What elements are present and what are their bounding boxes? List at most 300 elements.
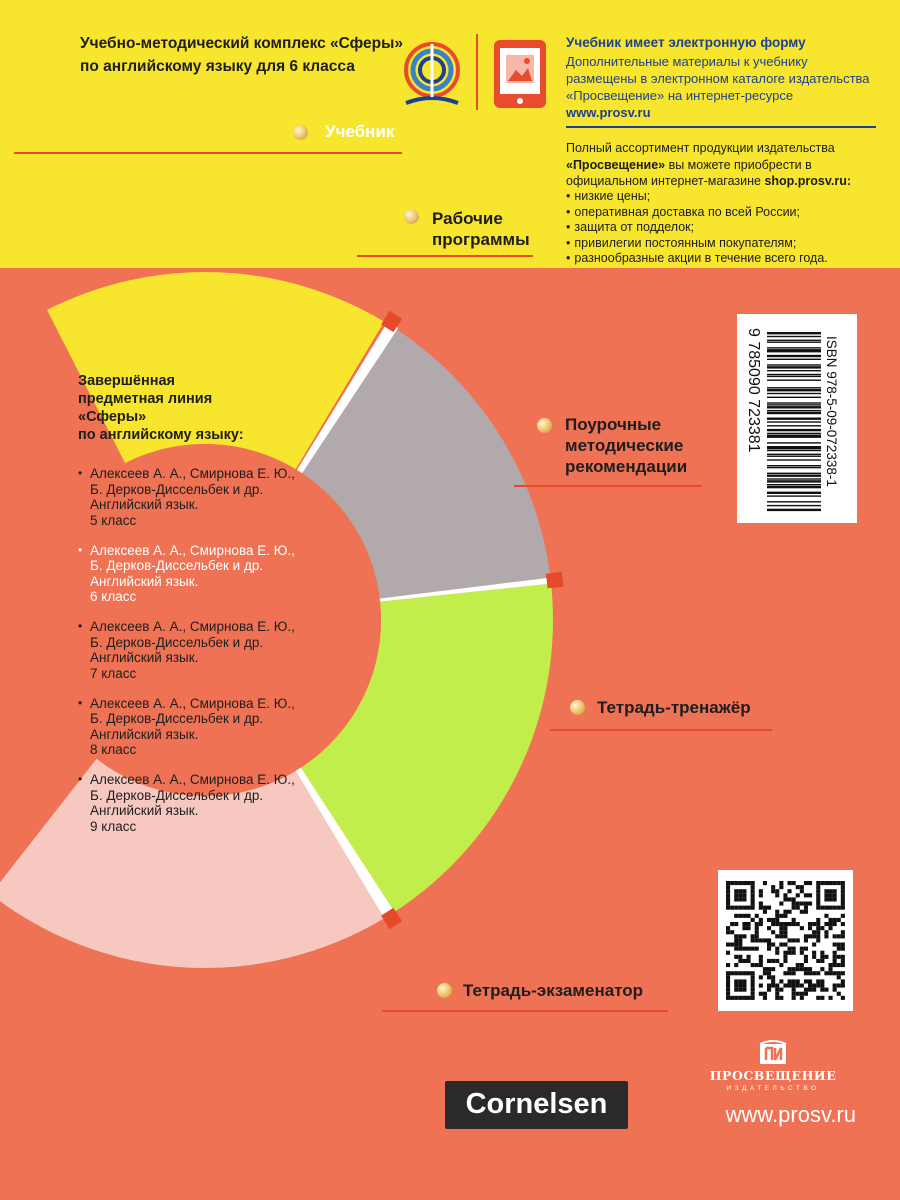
qr-module (792, 947, 796, 951)
component-underline (514, 485, 702, 487)
publisher-subtitle: ИЗДАТЕЛЬСТВО (726, 1085, 820, 1092)
qr-module (775, 988, 779, 992)
book-coauthors: Б. Дерков-Диссельбек и др. (90, 558, 264, 573)
series-title-line: предметная линия (78, 391, 213, 407)
qr-module (820, 959, 824, 963)
component-exam-book: Тетрадь-экзаменатор (463, 981, 644, 1000)
qr-module (788, 984, 792, 988)
qr-module (841, 943, 845, 947)
qr-code-panel (718, 870, 853, 1011)
qr-module (767, 971, 771, 975)
book-grade: 6 класс (90, 589, 137, 604)
qr-module (734, 906, 738, 910)
qr-module (779, 902, 783, 906)
qr-module (816, 984, 820, 988)
qr-module (812, 971, 816, 975)
qr-module (747, 926, 751, 930)
qr-module (759, 893, 763, 897)
qr-module (820, 979, 824, 983)
qr-module (738, 943, 742, 947)
qr-module (816, 926, 820, 930)
prosveshchenie-logo-icon (758, 1040, 788, 1066)
qr-module (829, 881, 833, 885)
qr-module (792, 902, 796, 906)
qr-module (751, 885, 755, 889)
qr-module (792, 979, 796, 983)
cornelsen-logo: Cornelsen (445, 1081, 628, 1129)
qr-module (837, 947, 841, 951)
qr-module (829, 922, 833, 926)
qr-module (763, 967, 767, 971)
qr-module (771, 979, 775, 983)
qr-module (747, 971, 751, 975)
qr-module (812, 984, 816, 988)
qr-module (726, 979, 730, 983)
qr-module (779, 922, 783, 926)
qr-module (816, 902, 820, 906)
qr-module (792, 971, 796, 975)
qr-module (738, 893, 742, 897)
qr-module (751, 893, 755, 897)
qr-module (747, 959, 751, 963)
qr-module (763, 881, 767, 885)
qr-module (816, 922, 820, 926)
qr-module (738, 897, 742, 901)
shop-url[interactable]: shop.prosv.ru: (764, 174, 852, 188)
component-lessons-line2: методические (565, 436, 684, 455)
qr-module (767, 967, 771, 971)
barcode-bar (767, 486, 821, 488)
qr-module (792, 992, 796, 996)
qr-module (824, 889, 828, 893)
book-authors: • Алексеев А. А., Смирнова Е. Ю., (90, 542, 295, 558)
book-coauthors: Б. Дерков-Диссельбек и др. (90, 634, 264, 650)
qr-module (738, 889, 742, 893)
qr-module (767, 926, 771, 930)
qr-module (747, 955, 751, 959)
qr-module (800, 889, 804, 893)
book-entry (78, 466, 368, 528)
qr-module (771, 922, 775, 926)
qr-module (816, 979, 820, 983)
series-title-line: Завершённая (78, 373, 175, 389)
qr-module (829, 971, 833, 975)
barcode-bar (767, 410, 821, 411)
qr-module (788, 889, 792, 893)
eform-underline (566, 126, 876, 128)
qr-module (820, 926, 824, 930)
qr-module (829, 893, 833, 897)
qr-module (800, 984, 804, 988)
publisher-url[interactable]: www.prosv.ru (725, 1102, 856, 1127)
qr-code-icon[interactable] (718, 870, 853, 1011)
qr-module (775, 951, 779, 955)
eform-text-body: Дополнительные материалы к учебнику размещены в электронном каталоге издательства «Просвещение» на интернет-ресурсе (566, 54, 870, 103)
qr-module (820, 906, 824, 910)
qr-module (771, 943, 775, 947)
qr-module (841, 881, 845, 885)
qr-module (829, 897, 833, 901)
qr-module (747, 906, 751, 910)
qr-module (759, 918, 763, 922)
eform-title: Учебник имеет электронную форму (566, 35, 806, 50)
qr-module (824, 930, 828, 934)
barcode-bar (767, 389, 821, 391)
qr-module (812, 955, 816, 959)
barcode-bar (767, 475, 821, 477)
qr-module (726, 984, 730, 988)
qr-module (792, 984, 796, 988)
component-underline (357, 255, 533, 257)
qr-module (783, 914, 787, 918)
component-workbook: Тетрадь-тренажёр (597, 698, 751, 717)
component-programs-line2: программы (432, 230, 530, 249)
qr-module (833, 971, 837, 975)
qr-module (804, 979, 808, 983)
qr-module (775, 918, 779, 922)
qr-module (804, 971, 808, 975)
qr-module (751, 963, 755, 967)
qr-module (726, 893, 730, 897)
qr-module (800, 963, 804, 967)
qr-module (792, 922, 796, 926)
qr-module (788, 938, 792, 942)
qr-module (816, 996, 820, 1000)
qr-module (771, 889, 775, 893)
qr-module (820, 951, 824, 955)
qr-module (779, 881, 783, 885)
qr-module (808, 902, 812, 906)
qr-module (751, 992, 755, 996)
barcode-bar (767, 433, 821, 434)
qr-module (833, 959, 837, 963)
qr-module (829, 889, 833, 893)
shop-intro-part2: вы можете приобрести в официальном интернет-магазине (566, 157, 812, 188)
qr-module (833, 918, 837, 922)
qr-module (779, 979, 783, 983)
qr-module (775, 934, 779, 938)
qr-module (788, 947, 792, 951)
qr-module (767, 918, 771, 922)
bullet-ball-icon (293, 125, 308, 140)
qr-module (755, 934, 759, 938)
qr-module (751, 906, 755, 910)
qr-module (726, 992, 730, 996)
qr-module (788, 971, 792, 975)
component-underline (550, 729, 772, 731)
qr-module (783, 959, 787, 963)
bullet-ball-icon (570, 700, 585, 715)
qr-module (837, 992, 841, 996)
barcode-bar (767, 448, 821, 449)
qr-module (816, 959, 820, 963)
qr-module (792, 988, 796, 992)
shop-benefit-item: • привилегии постоянным покупателям; (566, 236, 828, 252)
qr-module (726, 889, 730, 893)
qr-module (804, 992, 808, 996)
qr-module (837, 963, 841, 967)
barcode-bar (767, 332, 821, 334)
barcode-bar (767, 492, 821, 494)
barcode-bar (767, 442, 821, 443)
qr-module (755, 914, 759, 918)
qr-module (759, 902, 763, 906)
qr-module (792, 938, 796, 942)
qr-module (816, 881, 820, 885)
qr-module (747, 881, 751, 885)
qr-module (812, 934, 816, 938)
qr-module (816, 971, 820, 975)
barcode-bar (767, 429, 821, 431)
barcode-bar (767, 473, 821, 474)
qr-module (800, 996, 804, 1000)
barcode-bar (767, 406, 821, 408)
qr-module (775, 914, 779, 918)
qr-module (767, 984, 771, 988)
eform-url[interactable]: www.prosv.ru (566, 105, 651, 120)
qr-module (841, 996, 845, 1000)
qr-module (816, 889, 820, 893)
qr-module (824, 906, 828, 910)
qr-module (779, 934, 783, 938)
barcode-bar (767, 456, 821, 457)
qr-module (820, 955, 824, 959)
qr-module (808, 984, 812, 988)
barcode-bar (767, 374, 821, 375)
tablet-eform-icon (492, 38, 548, 110)
qr-module (738, 914, 742, 918)
book-entry-current (78, 543, 368, 605)
book-subject: Английский язык. (90, 803, 199, 818)
qr-module (783, 951, 787, 955)
qr-module (742, 922, 746, 926)
barcode-bar (767, 425, 821, 426)
qr-module (792, 967, 796, 971)
qr-module (804, 893, 808, 897)
qr-module (824, 971, 828, 975)
qr-module (726, 996, 730, 1000)
book-subject: Английский язык. (90, 650, 199, 665)
barcode-icon (737, 314, 857, 523)
barcode-bar (767, 459, 821, 460)
qr-module (767, 975, 771, 979)
barcode-bar (767, 366, 821, 368)
qr-module (779, 930, 783, 934)
qr-module (804, 934, 808, 938)
publisher-name: ПРОСВЕЩЕНИЕ (709, 1068, 837, 1083)
qr-module (841, 930, 845, 934)
barcode-bar (767, 351, 821, 352)
qr-module (742, 881, 746, 885)
qr-module (783, 984, 787, 988)
qr-module (730, 996, 734, 1000)
component-underline (382, 1010, 668, 1012)
qr-module (796, 902, 800, 906)
shop-benefit-item: • оперативная доставка по всей России; (566, 205, 828, 221)
qr-module (751, 934, 755, 938)
qr-module (742, 926, 746, 930)
qr-module (775, 922, 779, 926)
qr-module (796, 938, 800, 942)
book-grade: 7 класс (90, 665, 137, 681)
book-entry (78, 619, 368, 681)
qr-module (751, 947, 755, 951)
qr-module (742, 984, 746, 988)
qr-module (767, 938, 771, 942)
barcode-bar (767, 450, 821, 451)
qr-module (759, 938, 763, 942)
qr-module (751, 881, 755, 885)
barcode-bar (767, 393, 821, 394)
barcode-bar (767, 347, 821, 348)
qr-module (734, 971, 738, 975)
qr-module (841, 902, 845, 906)
shop-benefits-list (566, 189, 828, 267)
qr-module (751, 988, 755, 992)
qr-module (738, 959, 742, 963)
qr-module (833, 951, 837, 955)
bullet-ball-icon (437, 983, 452, 998)
qr-module (783, 930, 787, 934)
qr-module (726, 885, 730, 889)
qr-module (796, 893, 800, 897)
qr-module (824, 934, 828, 938)
qr-module (742, 934, 746, 938)
qr-module (792, 951, 796, 955)
qr-module (747, 996, 751, 1000)
qr-module (734, 881, 738, 885)
qr-module (792, 996, 796, 1000)
qr-module (755, 963, 759, 967)
qr-module (779, 885, 783, 889)
component-underline (14, 152, 402, 154)
qr-module (779, 943, 783, 947)
qr-module (738, 881, 742, 885)
qr-module (788, 897, 792, 901)
qr-module (796, 922, 800, 926)
qr-module (816, 893, 820, 897)
qr-module (804, 955, 808, 959)
qr-module (833, 955, 837, 959)
barcode-bar (767, 495, 821, 496)
qr-module (788, 979, 792, 983)
qr-module (792, 881, 796, 885)
qr-module (800, 910, 804, 914)
qr-module (783, 934, 787, 938)
qr-module (771, 930, 775, 934)
barcode-bar (767, 380, 821, 381)
qr-module (763, 992, 767, 996)
qr-module (759, 959, 763, 963)
qr-module (779, 914, 783, 918)
qr-module (779, 963, 783, 967)
qr-module (804, 938, 808, 942)
qr-module (841, 889, 845, 893)
qr-module (738, 947, 742, 951)
qr-module (808, 926, 812, 930)
qr-module (734, 947, 738, 951)
book-coauthors: Б. Дерков-Диссельбек и др. (90, 481, 264, 497)
qr-module (804, 988, 808, 992)
book-authors: • Алексеев А. А., Смирнова Е. Ю., (90, 619, 295, 634)
qr-module (824, 914, 828, 918)
qr-module (771, 975, 775, 979)
qr-module (783, 893, 787, 897)
qr-module (820, 967, 824, 971)
qr-module (755, 926, 759, 930)
qr-module (796, 979, 800, 983)
qr-module (742, 996, 746, 1000)
qr-module (783, 897, 787, 901)
qr-module (738, 938, 742, 942)
bullet-ball-icon (537, 418, 552, 433)
qr-module (726, 988, 730, 992)
barcode-bar (767, 397, 821, 398)
ring-accent-tick (546, 572, 564, 588)
qr-module (808, 988, 812, 992)
qr-module (800, 951, 804, 955)
qr-module (783, 955, 787, 959)
barcode-bar (767, 342, 821, 343)
qr-module (841, 947, 845, 951)
qr-module (730, 943, 734, 947)
book-subject: Английский язык. (90, 497, 199, 512)
qr-module (751, 971, 755, 975)
qr-module (841, 906, 845, 910)
qr-module (775, 893, 779, 897)
qr-module (804, 881, 808, 885)
qr-module (751, 918, 755, 922)
qr-module (824, 881, 828, 885)
isbn-barcode-panel (737, 314, 857, 523)
qr-module (833, 988, 837, 992)
qr-module (833, 906, 837, 910)
shop-benefit-item: • разнообразные акции в течение всего года. (566, 251, 828, 267)
qr-module (763, 971, 767, 975)
qr-module (816, 885, 820, 889)
qr-module (726, 881, 730, 885)
qr-module (841, 893, 845, 897)
barcode-bar (767, 418, 821, 420)
book-authors: • Алексеев А. А., Смирнова Е. Ю., (90, 772, 295, 787)
qr-module (726, 897, 730, 901)
qr-module (824, 988, 828, 992)
barcode-bar (767, 404, 821, 405)
qr-module (734, 893, 738, 897)
component-programs-line1: Рабочие (432, 209, 503, 228)
qr-module (730, 906, 734, 910)
qr-module (779, 996, 783, 1000)
barcode-bar (767, 364, 821, 365)
qr-module (808, 922, 812, 926)
qr-module (763, 910, 767, 914)
qr-module (812, 988, 816, 992)
qr-module (816, 930, 820, 934)
qr-module (808, 967, 812, 971)
series-book-list (78, 466, 368, 849)
bullet-ball-icon (404, 209, 419, 224)
eform-text (566, 53, 876, 121)
shop-intro-part1: Полный ассортимент продукции издательства (566, 141, 835, 155)
qr-module (837, 906, 841, 910)
qr-module (837, 971, 841, 975)
qr-module (742, 947, 746, 951)
qr-module (833, 922, 837, 926)
qr-module (759, 955, 763, 959)
qr-module (751, 984, 755, 988)
qr-module (730, 930, 734, 934)
qr-module (796, 984, 800, 988)
